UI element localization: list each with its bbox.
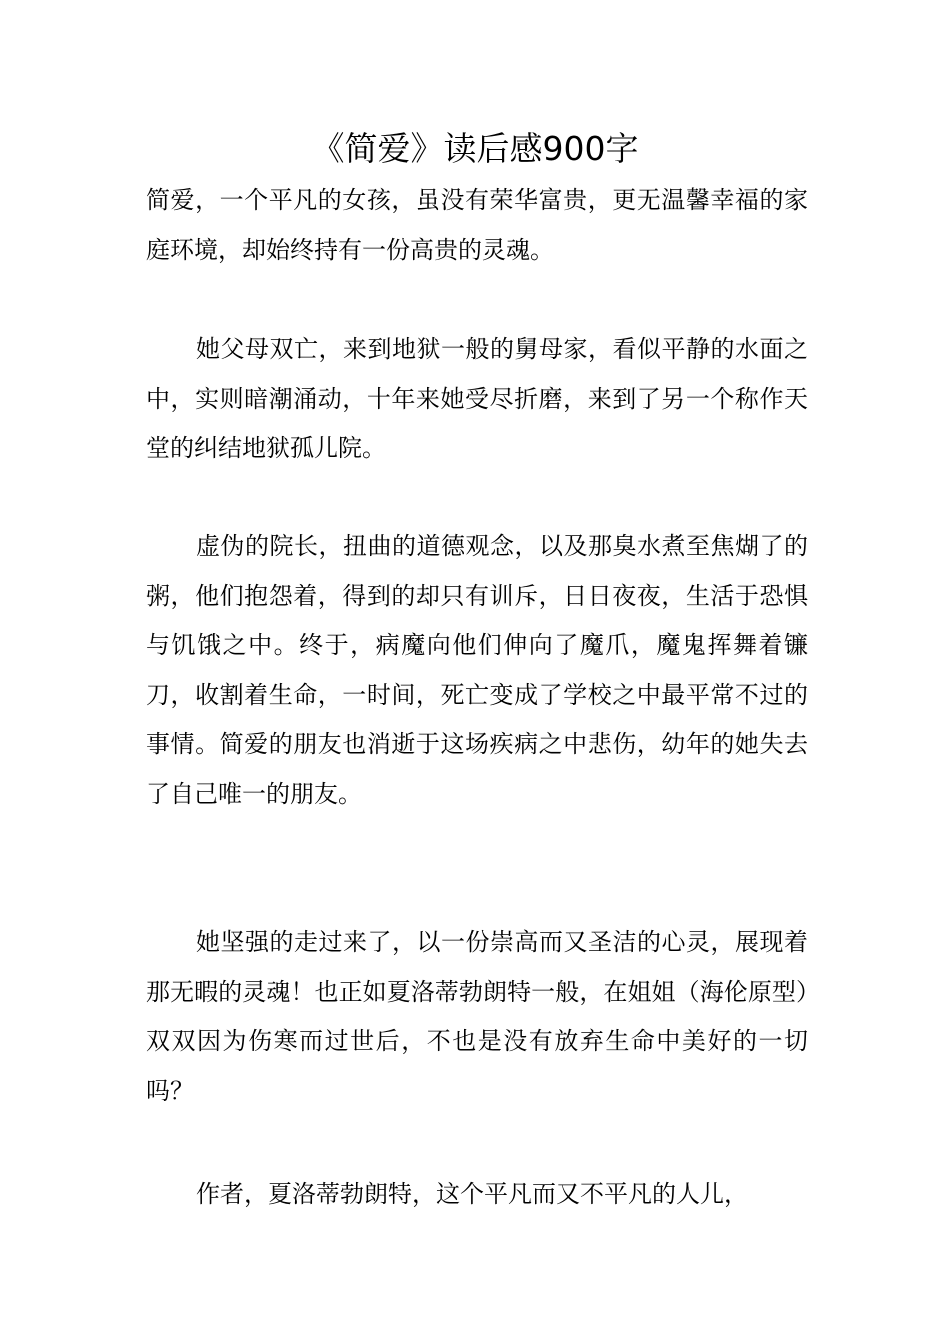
paragraph-2: 她父母双亡，来到地狱一般的舅母家，看似平静的水面之中，实则暗潮涌动，十年来她受尽折磨，来到了另一个称作天堂的纠结地狱孤儿院。	[146, 335, 808, 462]
paragraph-3: 虚伪的院长，扭曲的道德观念，以及那臭水煮至焦煳了的粥，他们抱怨着，得到的却只有训斥，日日夜夜，生活于恐惧与饥饿之中。终于，病魔向他们伸向了魔爪，魔鬼挥舞着镰刀，收割着生命，一时间，死亡变成了学校之中最平常不过的事情。简爱的朋友也消逝于这场疾病之中悲伤，幼年的她失去了自己唯一的朋友。	[146, 532, 808, 808]
paragraph-1: 简爱，一个平凡的女孩，虽没有荣华富贵，更无温馨幸福的家庭环境，却始终持有一份高贵的灵魂。	[146, 186, 808, 264]
paragraph-5: 作者，夏洛蒂勃朗特，这个平凡而又不平凡的人儿，	[196, 1180, 748, 1208]
document-title: 《简爱》读后感900字	[311, 129, 639, 168]
paragraph-4: 她坚强的走过来了，以一份崇高而又圣洁的心灵，展现着那无暇的灵魂！也正如夏洛蒂勃朗特一般，在姐姐（海伦原型）双双因为伤寒而过世后，不也是没有放弃生命中美好的一切吗？	[146, 928, 808, 1105]
